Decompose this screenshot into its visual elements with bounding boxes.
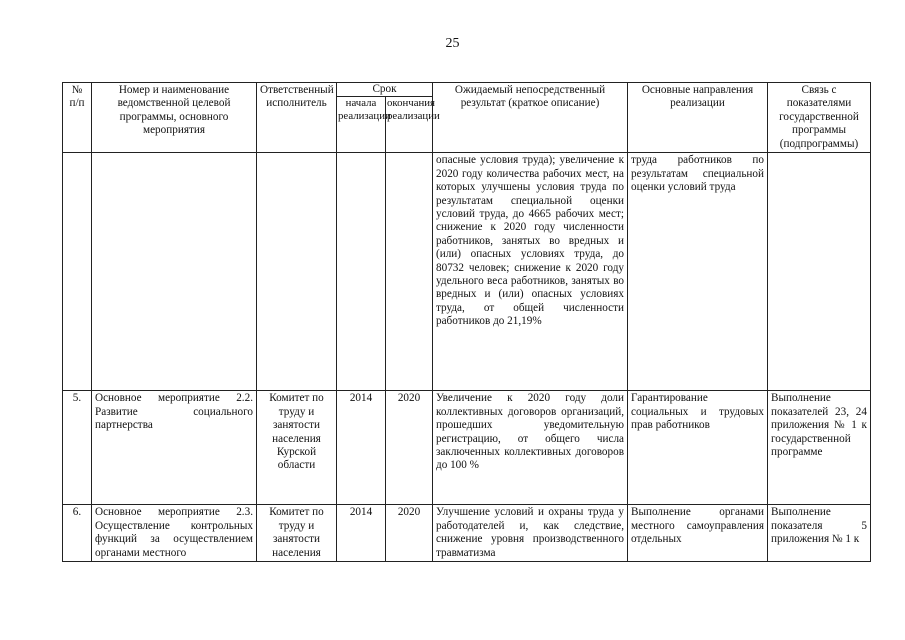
table-row xyxy=(63,505,871,562)
header-link: Связь с показателями государственной программы (подпрограммы) xyxy=(768,83,871,153)
row-executor xyxy=(257,153,337,391)
row-num: 5. xyxy=(63,391,92,505)
row-start: 2014 xyxy=(337,391,386,505)
header-row-top xyxy=(63,83,871,97)
header-term-start: начала реализации xyxy=(337,97,386,153)
row-end xyxy=(386,153,433,391)
row-program xyxy=(92,153,257,391)
row-end: 2020 xyxy=(386,505,433,562)
row-directions: Гарантирование социальных и трудовых прав работников xyxy=(628,391,768,505)
row-start xyxy=(337,153,386,391)
row-executor: Комитет по труду и занятости населения xyxy=(257,505,337,562)
row-result: Увеличение к 2020 году доли коллективных договоров организаций, прошедших уведомительную регистрацию, от общего числа заключенных коллективных договоров до 100 % xyxy=(433,391,628,505)
header-num: № п/п xyxy=(63,83,92,153)
program-table xyxy=(62,82,871,562)
table-row xyxy=(63,153,871,391)
row-result: опасные условия труда); увеличение к 2020 году количества рабочих мест, на которых улучшены условия труда по результатам специальной оценки условий труда, до 4665 рабочих мест; снижение к 2020 году численности работников, занятых во вредных и (или) опасных условиях труда, до 80732 человек; снижение к 2020 году удельного веса работников, занятых во вредных и (или) опасных условиях труда, от общей численности работников до 21,19% xyxy=(433,153,628,391)
row-result: Улучшение условий и охраны труда у работодателей и, как следствие, снижение уровня производственного травматизма xyxy=(433,505,628,562)
row-link: Выполнение показателя 5 приложения № 1 к xyxy=(768,505,871,562)
row-num: 6. xyxy=(63,505,92,562)
header-directions: Основные направления реализации xyxy=(628,83,768,153)
header-executor: Ответственный исполнитель xyxy=(257,83,337,153)
header-term: Срок xyxy=(337,83,433,97)
row-num xyxy=(63,153,92,391)
row-start: 2014 xyxy=(337,505,386,562)
row-program: Основное мероприятие 2.3. Осуществление контрольных функций за осуществлением органами местного xyxy=(92,505,257,562)
header-term-end: окончания реализации xyxy=(386,97,433,153)
row-directions: Выполнение органами местного самоуправления отдельных xyxy=(628,505,768,562)
header-result: Ожидаемый непосредственный результат (краткое описание) xyxy=(433,83,628,153)
row-link xyxy=(768,153,871,391)
row-end: 2020 xyxy=(386,391,433,505)
page-number: 25 xyxy=(445,36,460,51)
row-program: Основное мероприятие 2.2. Развитие социального партнерства xyxy=(92,391,257,505)
row-executor: Комитет по труду и занятости населения Курской области xyxy=(257,391,337,505)
row-link: Выполнение показателей 23, 24 приложения № 1 к государственной программе xyxy=(768,391,871,505)
header-program: Номер и наименование ведомственной целевой программы, основного мероприятия xyxy=(92,83,257,153)
table-row xyxy=(63,391,871,505)
row-directions: труда работников по результатам специальной оценки условий труда xyxy=(628,153,768,391)
